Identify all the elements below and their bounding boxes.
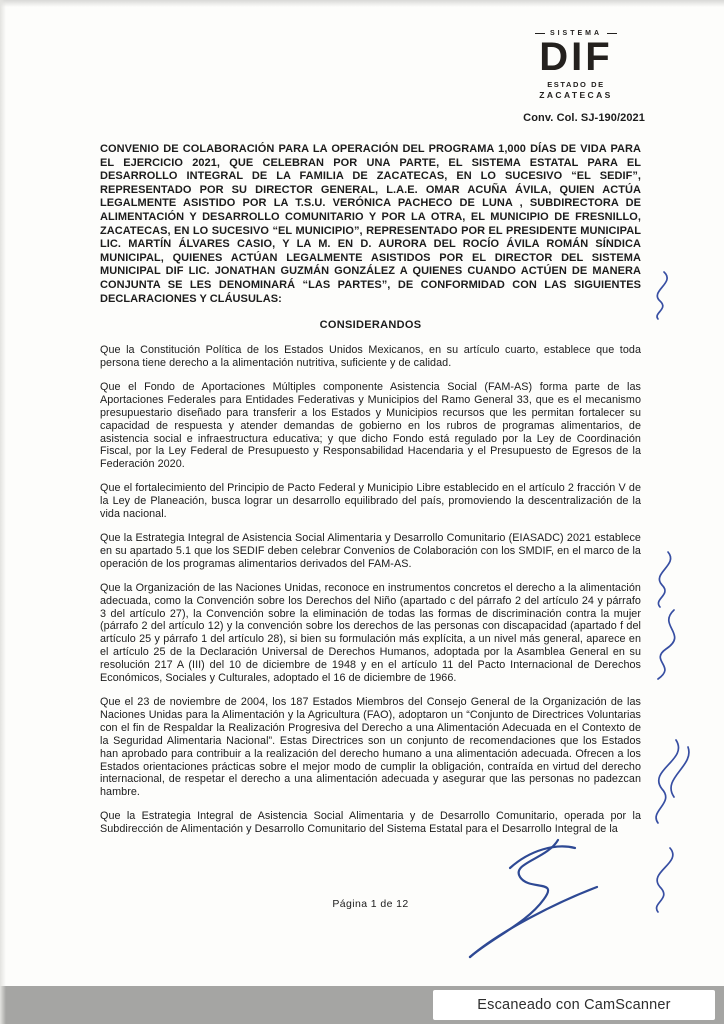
considerando-paragraph-1: Que la Constitución Política de los Estados Unidos Mexicanos, en su artículo cuarto, establece que toda persona tiene derecho a la alimentación nutritiva, suficiente y de calidad. bbox=[100, 344, 641, 370]
considerando-paragraph-6: Que el 23 de noviembre de 2004, los 187 Estados Miembros del Consejo General de la Organización de las Naciones Unidas para la Alimentación y la Agricultura (FAO), adoptaron un “Conjunto de Directrices Voluntarias con el fin de Respaldar la Realización Progresiva del Derecho a una Alimentación Adecuada en el Contexto de la Seguridad Alimentaria Nacional”. Estas Directrices son un conjunto de recomendaciones que los Estados han aprobado para contribuir a la realización del derecho humano a una alimentación adecuada. Ofrecen a los Estados orientaciones prácticas sobre el mejor modo de cumplir la obligación, contraída en virtud del derecho internacional, de respetar el derecho a una alimentación adecuada y asegurar que las personas no padezcan hambre. bbox=[100, 695, 641, 799]
camscanner-strip bbox=[0, 986, 724, 1024]
logo-dash-left bbox=[535, 33, 545, 34]
page-number: Página 1 de 12 bbox=[332, 898, 409, 910]
dif-zacatecas-logo bbox=[520, 30, 632, 100]
considerando-paragraph-2: Que el Fondo de Aportaciones Múltiples componente Asistencia Social (FAM-AS) forma parte de las Aportaciones Federales para Entidades Federativas y Municipios del Ramo General 33, que es el mecanismo presupuestario diseñado para transferir a los Estados y Municipios recursos que les permitan fortalecer su capacidad de respuesta y atender demandas de gobierno en los rubros de programas alimentarios, de asistencia social e infraestructura educativa; y que dicho Fondo está regulado por la Ley de Coordinación Fiscal, por la Ley Federal de Presupuesto y Responsabilidad Hacendaria y el Presupuesto de Egresos de la Federación 2020. bbox=[100, 380, 641, 471]
document-reference-number: Conv. Col. SJ-190/2021 bbox=[523, 112, 645, 124]
signature-icon bbox=[510, 846, 575, 868]
margin-initial-icon bbox=[657, 848, 673, 912]
section-title-considerandos: CONSIDERANDOS bbox=[319, 319, 422, 332]
logo-dif-text: DIF bbox=[539, 35, 613, 79]
considerando-paragraph-4: Que la Estrategia Integral de Asistencia Social Alimentaria y Desarrollo Comunitario (EIASADC) 2021 establece en su apartado 5.1 que los SEDIF deben celebrar Convenios de Colaboración con los SMDIF, en el marco de la operación de los programas alimentarios derivados del FAM-AS. bbox=[100, 532, 641, 570]
logo-sistema-text: SISTEMA bbox=[549, 30, 603, 37]
margin-initial-icon bbox=[658, 610, 675, 679]
agreement-intro-paragraph: CONVENIO DE COLABORACIÓN PARA LA OPERACIÓN DEL PROGRAMA 1,000 DÍAS DE VIDA PARA EL EJERCICIO 2021, QUE CELEBRAN POR UNA PARTE, EL SISTEMA ESTATAL PARA EL DESARROLLO INTEGRAL DE LA FAMILIA DE ZACATECAS, EN LO SUCESIVO “EL SEDIF”, REPRESENTADO POR SU DIRECTOR GENERAL, L.A.E. OMAR ACUÑA ÁVILA, QUIEN ACTÚA LEGALMENTE ASISTIDO POR LA T.S.U. VERÓNICA PACHECO DE LUNA , SUBDIRECTORA DE ALIMENTACIÓN Y DESARROLLO COMUNITARIO Y POR LA OTRA, EL MUNICIPIO DE FRESNILLO, ZACATECAS, EN LO SUCESIVO “EL MUNICIPIO”, REPRESENTADO POR EL PRESIDENTE MUNICIPAL LIC. MARTÍN ÁLVARES CASIO, Y LA M. EN D. AURORA DEL ROCÍO ÁVILA ROMÁN SÍNDICA MUNICIPAL, QUIENES ACTÚAN LEGALMENTE ASISTIDOS POR EL DIRECTOR DEL SISTEMA MUNICIPAL DIF LIC. JONATHAN GUZMÁN GONZÁLEZ A QUIENES CUANDO ACTÚEN DE MANERA CONJUNTA SE LES DENOMINARÁ “LAS PARTES”, DE CONFORMIDAD CON LAS SIGUIENTES DECLARACIONES Y CLÁUSULAS: bbox=[100, 143, 641, 305]
logo-dash-right bbox=[607, 33, 617, 34]
considerando-paragraph-3: Que el fortalecimiento del Principio de Pacto Federal y Municipio Libre establecido en el artículo 2 fracción V de la Ley de Planeación, busca lograr un desarrollo equilibrado del país, promoviendo la descentralización de la vida nacional. bbox=[100, 482, 641, 521]
logo-estado-label: ESTADO DE bbox=[547, 79, 605, 89]
logo-zacatecas-label: ZACATECAS bbox=[539, 89, 613, 100]
considerando-paragraph-5: Que la Organización de las Naciones Unidas, reconoce en instrumentos concretos el derecho a la alimentación adecuada, como la Convención sobre los Derechos del Niño (apartado c del párrafo 2 del artículo 24 y párrafo 3 del artículo 27), la Convención sobre la eliminación de todas las formas de discriminación contra la mujer (párrafo 2 del artículo 12) y la convención sobre los derechos de las personas con discapacidad (apartado f del artículo 25 y párrafo 1 del artículo 28), si bien su formulación más explícita, a un nivel más general, aparece en el artículo 25 de la Declaración Universal de Derechos Humanos, adoptada por la Asamblea General en su resolución 217 A (III) del 10 de diciembre de 1948 y en el artículo 11 del Pacto Internacional de Derechos Económicos, Sociales y Culturales, adoptado el 16 de diciembre de 1966. bbox=[100, 581, 641, 685]
margin-initial-icon bbox=[658, 552, 670, 607]
considerando-paragraph-7: Que la Estrategia Integral de Asistencia Social Alimentaria y de Desarrollo Comunitario, operada por la Subdirección de Alimentación y Desarrollo Comunitario del Sistema Estatal para el Desarrollo Integral de la bbox=[100, 810, 641, 836]
margin-initial-icon bbox=[671, 747, 689, 797]
camscanner-watermark: Escaneado con CamScanner bbox=[433, 990, 715, 1020]
document-body bbox=[100, 143, 641, 847]
margin-initial-icon bbox=[657, 272, 667, 319]
margin-initial-icon bbox=[656, 740, 678, 823]
